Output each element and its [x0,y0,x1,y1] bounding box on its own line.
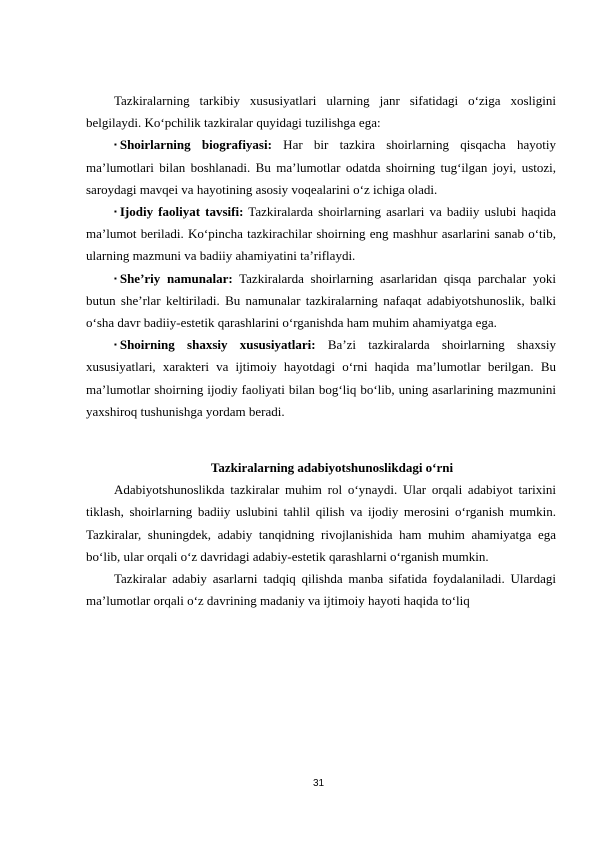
bullet-title: Ijodiy faoliyat tavsifi: [119,204,244,220]
section-heading: Tazkiralarning adabiyotshunoslikdagi o‘rni [210,460,454,476]
body-paragraph-2: Tazkiralar adabiy asarlarni tadqiq qilishda manba sifatida foydalaniladi. Ulardagi ma’lumotlar orqali o‘z davrining madaniy va ijtimoiy hayoti haqida to‘liq [86,571,556,609]
intro-paragraph: Tazkiralarning tarkibiy xususiyatlari ularning janr sifatidagi o‘ziga xosligini belgilaydi. Ko‘pchilik tazkiralar quyidagi tuzilishga ega: [86,93,556,131]
bullet-text: Tazkiralarda shoirlarning asarlari va badiiy uslubi haqida ma’lumot beriladi. Ko‘pincha tazkirachilar shoirning eng mashhur asarlarini sanab o‘tib, ularning mazmuni va badiiy ahamiyatini ta’riflaydi. [86,204,556,264]
bullet-title: She’riy namunalar: [119,270,233,286]
bullet-square-icon: ▪ [114,140,117,150]
bullet-square-icon: ▪ [114,207,117,217]
bullet-square-icon: ▪ [114,273,117,283]
page-content [86,90,556,612]
bullet-item-personal-traits [86,334,556,423]
bullet-text: Har bir tazkira shoirlarning qisqacha hayotiy ma’lumotlari bilan boshlanadi. Bu ma’lumotlar odatda shoirning tug‘ilgan joyi, ustozi, saroydagi mavqei va hayotining asosiy voqealarini o‘z ichiga oladi. [86,137,556,197]
bullet-title: Shoirlarning biografiyasi: [119,137,272,153]
bullet-text: Tazkiralarda shoirlarning asarlaridan qisqa parchalar yoki butun she’rlar keltiriladi. Bu namunalar tazkiralarning nafaqat adabiyotshunoslik, balki o‘sha davr badiiy-estetik qarashlarini o‘rganishda ham muhim ahamiyatga ega. [86,270,556,331]
bullet-title: Shoirning shaxsiy xususiyatlari: [119,337,316,353]
body-paragraph-1: Adabiyotshunoslikda tazkiralar muhim rol o‘ynaydi. Ular orqali adabiyot tarixini tiklash, shoirlarning badiiy uslubini tahlil qilish va ijodiy merosini o‘rganish mumkin. Tazkiralar, shuningdek, adabiy tanqidning rivojlanishida ham muhim ahamiyatga ega bo‘lib, ular orqali o‘z davridagi adabiy-estetik qarashlarni o‘rganish mumkin. [86,482,556,564]
bullet-text: Ba’zi tazkiralarda shoirlarning shaxsiy xususiyatlari, xarakteri va ijtimoiy hayotdagi o‘rni haqida ma’lumotlar berilgan. Bu ma’lumotlar shoirning ijodiy faoliyati bilan bog‘liq bo‘lib, uning asarlarining mazmunini yaxshiroq tushunishga yordam beradi. [86,337,557,419]
page-number: 31 [312,778,325,789]
bullet-item-biography [86,134,556,201]
bullet-square-icon: ▪ [114,340,117,350]
bullet-item-creative-activity [86,201,556,268]
bullet-item-poetic-samples [86,268,556,335]
